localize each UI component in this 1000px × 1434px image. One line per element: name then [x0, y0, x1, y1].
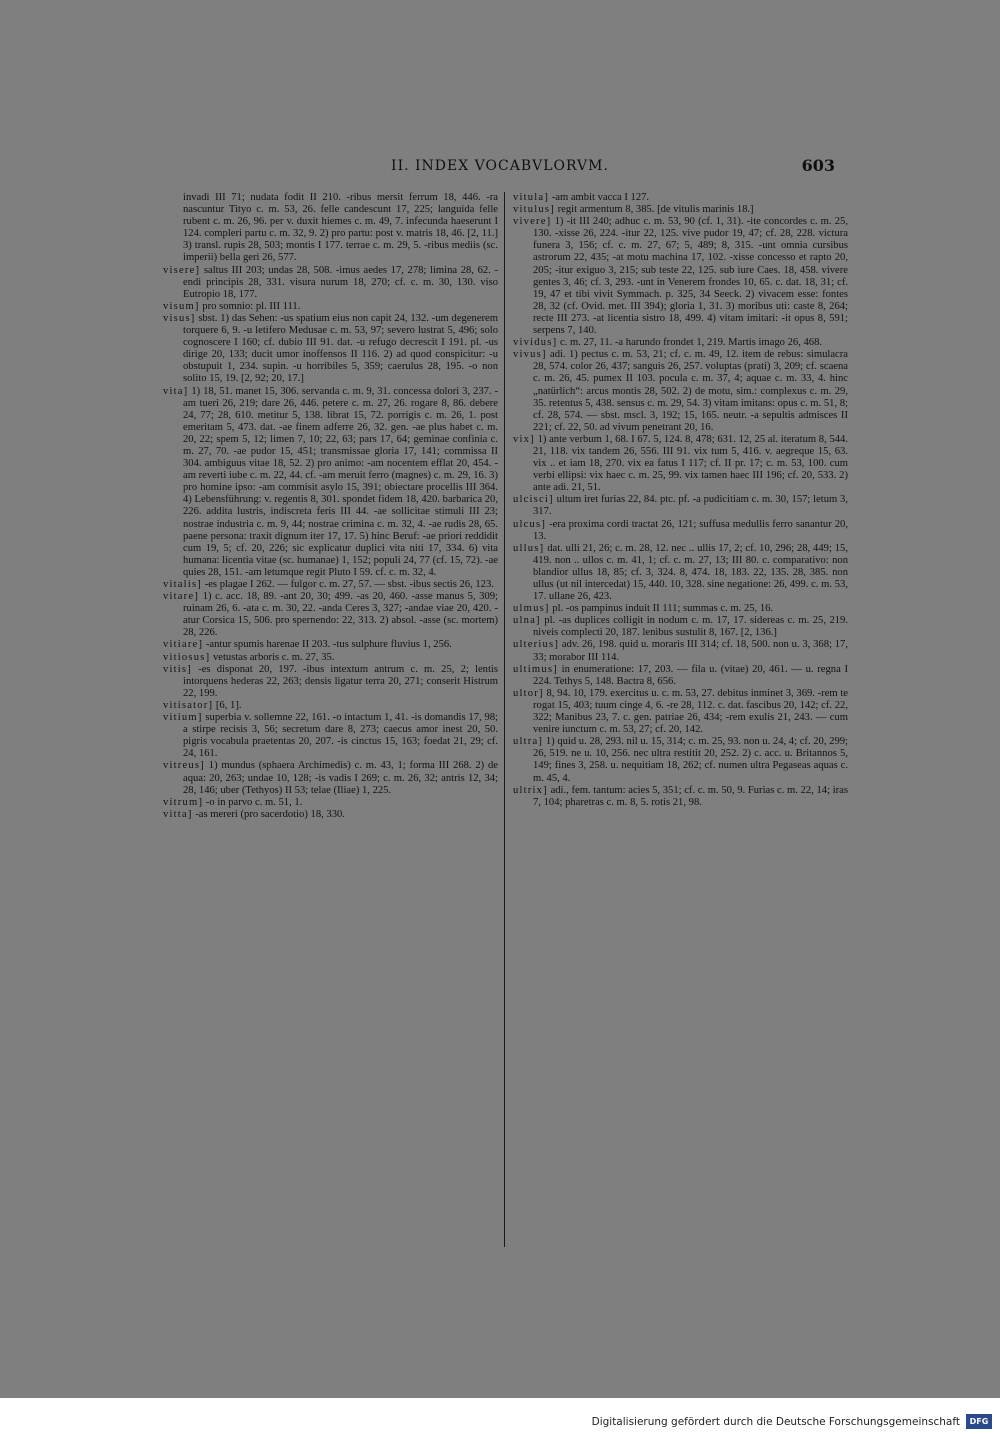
- entry-lemma: visum]: [163, 300, 200, 312]
- entry-lemma: vitulus]: [513, 204, 555, 216]
- entry-lemma: ulna]: [513, 615, 541, 627]
- entry-text: adi. 1) pectus c. m. 53, 21; cf. c. m. 49, 12. item de rebus: simulacra 28, 574. color 26, 437; sanguis 26, 257. voluptas (prati) 3, 209; cf. scaena c. m. 26, 45. pumex II 103. pocula c. m. 37, 4; aquae c. m. 33, 4. hinc „natürlich“: arcus montis 28, 502. 2) de motu, sim.: complexus c. m. 29, 35. retentus 5, 438. sensus c. m. 29, 54. 3) vitam imitans: opus c. m. 51, 8; cf. 28, 574. — sbst. mscl. 3, 192; 15, 165. neutr. -a sepultis admisces II 221; cf. 22, 50. ad vivum penetrant 20, 16.: [533, 349, 848, 433]
- entry-text: -es disponat 20, 197. -ibus intextum antrum c. m. 25, 2; lentis intorquens hederas 22, 263; densis ligatur terra 20, 271; conserit Histrum 22, 199.: [183, 663, 498, 699]
- entry-lemma: visere]: [163, 264, 201, 276]
- index-entry: [513, 192, 848, 204]
- index-entry: [513, 639, 848, 663]
- entry-lemma: vitiare]: [163, 639, 204, 651]
- entry-lemma: ulcus]: [513, 518, 547, 530]
- entry-lemma: vitula]: [513, 192, 550, 203]
- entry-text: vetustas arboris c. m. 27, 35.: [212, 651, 335, 663]
- entry-text: 1) quid u. 28, 293. nil u. 15, 314; c. m. 25, 93. non u. 24, 4; cf. 20, 299; 26, 519. ne u. 10, 256. nec ultra restitit 20, 252. 2) c. acc. u. Britannos 5, 149; fines 3, 258. u. nequitiam 18, 262; cf. numen ultra Pegaseas aquas c. m. 45, 4.: [533, 736, 848, 784]
- entry-text: 8, 94. 10, 179. exercitus u. c. m. 53, 27. debitus inminet 3, 369. -rem te rogat 15, 403; tuum cinge 4, 6. -re 28, 112. c. dat. fascibus 20, 142; cf. 22, 322; Manibus 23, 7. c. gen. patriae 26, 434; -rem exulis 21, 243. — cum venire iunctum c. m. 53, 27; cf. 20, 142.: [533, 687, 848, 736]
- entry-text: -era proxima cordi tractat 26, 121; suffusa medullis ferro sanantur 20, 13.: [533, 518, 848, 542]
- entry-lemma: ulcisci]: [513, 494, 554, 506]
- entry-text: pro somnio: pl. III 111.: [202, 300, 301, 312]
- index-entry: [163, 301, 498, 313]
- entry-text: 1) mundus (sphaera Archimedis) c. m. 43, 1; forma III 268. 2) de aqua: 20, 263; undae 10, 128; -is vadis I 269; c. m. 26, 32; antris 12, 34; 28, 146; uber (Tethyos) II 53; telae (Iliae) 1, 225.: [183, 760, 498, 796]
- entry-text: [6, 1].: [215, 699, 242, 711]
- entry-lemma: vitium]: [163, 712, 203, 724]
- index-entry: [513, 494, 848, 518]
- entry-lemma: vitalis]: [163, 579, 203, 590]
- index-entry: [513, 785, 848, 809]
- index-entry: [513, 664, 848, 688]
- index-entry: [163, 712, 498, 760]
- entry-lemma: vitisator]: [163, 699, 214, 711]
- entry-text: invadi III 71; nudata fodit II 210. -ribus mersit ferrum 18, 446. -ra nascuntur Tityo c. m. 53, 26. felle candescunt 17, 225; languida felle rubent c. m. 26, 96. per v. duxit hiemes c. m. 49, 7. infecunda haeserunt I 124. compleri partu c. m. 32, 9. 2) pro partu: post v. matris 18, 46. [2, 11.] 3) transl. rupis 28, 503; montis I 177. terrae c. m. 29, 5. -ribus mediis (sc. imperii) bella geri 26, 577.: [183, 192, 498, 264]
- entry-lemma: vividus]: [513, 337, 558, 349]
- index-entry: [163, 760, 498, 796]
- entry-text: adv. 26, 198. quid u. moraris III 314; cf. 18, 500. non u. 3, 368; 17, 33; morabor III 114.: [533, 639, 848, 663]
- entry-lemma: ultra]: [513, 736, 544, 748]
- entry-text: adi., fem. tantum: acies 5, 351; cf. c. m. 50, 9. Furias c. m. 22, 14; iras 7, 104; pharetras c. m. 8, 5. rotis 21, 98.: [533, 784, 848, 808]
- page-header: [165, 156, 835, 180]
- entry-lemma: vitrum]: [163, 796, 204, 808]
- entry-text: dat. ulli 21, 26; c. m. 28, 12. nec .. ullis 17, 2; cf. 10, 296; 28, 449; 15, 419. non .. ullos c. m. 41, 1; cf. c. m. 27, 13; III 80. c. comparativo: non blandior ullus 18, 85; cf. 3, 324. 8, 474. 18, 183. 22, 135. 28, 385. non ullus (ut nil intercedat) 15, 440. 10, 328. sine negatione: 26, 499. c. m. 53, 17. ullane 26, 423.: [533, 542, 848, 603]
- entry-lemma: vita]: [163, 385, 189, 397]
- entry-lemma: vitiosus]: [163, 651, 211, 663]
- entry-lemma: vitreus]: [163, 760, 205, 772]
- index-entry: [163, 265, 498, 301]
- entry-text: pl. -as duplices colligit in nodum c. m. 17, 17. sidereas c. m. 25, 219. niveis complecti 20, 187. lenibus sustulit 8, 167. [2, 136.]: [533, 615, 848, 639]
- index-entry: [163, 652, 498, 664]
- entry-lemma: ulmus]: [513, 603, 550, 615]
- entry-lemma: ullus]: [513, 542, 545, 554]
- entry-text: -as mereri (pro sacerdotio) 18, 330.: [195, 808, 345, 820]
- dfg-logo: DFG: [966, 1414, 992, 1429]
- index-entry: [163, 664, 498, 700]
- index-entry: [163, 579, 498, 591]
- index-entry: [513, 519, 848, 543]
- entry-lemma: ulterius]: [513, 639, 560, 651]
- entry-text: sbst. 1) das Sehen: -us spatium eius non capit 24, 132. -um degenerem torquere 6, 9. -u letifero Medusae c. m. 53, 97; severo lustrat 5, 496; solo cognoscere I 160; cf. dubio III 91. dat. -u refugo decrescit I 191. pl. -us dirige 20, 133; ducit umor inoffensos II 116. 2) ad quod conspicitur: -u obstupuit 1, 234. supin. -u horribiles 5, 359; caerulus 28, 195. -o non solito 15, 19. [2, 92; 20, 17.]: [183, 312, 498, 385]
- index-entry: [513, 204, 848, 216]
- entry-text: 1) c. acc. 18, 89. -ant 20, 30; 499. -as 20, 460. -asse manus 5, 309; ruinam 26, 6. -ata c. m. 30, 22. -anda Ceres 3, 327; -andae viae 20, 420. -atur Corsica 15, 506. pro spernendo: 22, 313. 2) absol. -asse (sc. mortem) 28, 226.: [183, 591, 498, 639]
- index-entry: [513, 688, 848, 736]
- entry-text: in enumeratione: 17, 203. — fila u. (vitae) 20, 461. — u. regna I 224. Tethys 5, 148. Bactra 8, 656.: [533, 663, 848, 687]
- footer: [0, 1398, 1000, 1434]
- index-entry: [513, 337, 848, 349]
- entry-text: pl. -os pampinus induit II 111; summas c. m. 25, 16.: [552, 603, 774, 615]
- entry-lemma: vitare]: [163, 591, 200, 603]
- entry-lemma: ultor]: [513, 687, 544, 699]
- entry-text: ultum iret furias 22, 84. ptc. pf. -a pudicitiam c. m. 30, 157; letum 3, 317.: [533, 494, 848, 518]
- entry-lemma: vix]: [513, 433, 535, 445]
- index-entry: [163, 313, 498, 386]
- page-number: 603: [801, 156, 835, 175]
- entry-lemma: vivere]: [513, 216, 552, 228]
- index-entry: [513, 543, 848, 603]
- index-entry: [513, 603, 848, 615]
- index-entry: [163, 809, 498, 821]
- entry-text: -am ambit vacca I 127.: [551, 192, 650, 203]
- index-entry: [163, 591, 498, 639]
- entry-text: superbia v. sollemne 22, 161. -o intactum 1, 41. -is domandis 17, 98; a stirpe recisis 3, 56; secretum dare 8, 273; caecus amor inest 20, 50. pigris vocabula praetentas 20, 207. -is cinctus 15, 163; foedat 21, 29; cf. 24, 161.: [183, 712, 498, 760]
- entry-text: -es plagae I 262. — fulgor c. m. 27, 57. — sbst. -ibus sectis 26, 123.: [204, 579, 494, 590]
- footer-credit: Digitalisierung gefördert durch die Deutsche Forschungsgemeinschaft: [591, 1416, 960, 1428]
- entry-text: -antur spumis harenae II 203. -tus sulphure fluvius 1, 256.: [205, 639, 452, 651]
- entry-text: -o in parvo c. m. 51, 1.: [205, 796, 303, 808]
- entry-text: c. m. 27, 11. -a harundo frondet 1, 219. Martis imago 26, 468.: [559, 337, 823, 349]
- entry-text: 1) ante verbum 1, 68. I 67. 5, 124. 8, 478; 631. 12, 25 al. iteratum 8, 544. 21, 118. vix tandem 26, 556. III 91. vix tum 5, 416. v. aegreque 15, 63. vix .. et iam 18, 270. vix ea fatus I 117; cf. II pr. 17; c. m. 53, 100. cum verbi ellipsi: vix haec c. m. 25, 99. vix tamen haec III 196; cf. 20, 533. 2) ante adi. 21, 51.: [533, 433, 848, 494]
- entry-lemma: ultimus]: [513, 663, 558, 675]
- entry-lemma: visus]: [163, 312, 196, 324]
- index-entry: [513, 736, 848, 784]
- entry-lemma: ultrix]: [513, 784, 548, 796]
- right-column: [513, 192, 848, 1252]
- column-divider: [504, 192, 505, 1247]
- index-entry: [163, 192, 498, 265]
- index-entry: [163, 639, 498, 651]
- entry-text: 1) 18, 51. manet 15, 306. servanda c. m. 9, 31. concessa dolori 3, 237. -am tueri 26, 219; dare 26, 446. petere c. m. 27, 26. rogare 8, 86. debere 24, 77; 28, 610. metitur 5, 138. librat 15, 72. porrigis c. m. 26, 1. post emeritam 5, 473. dat. -ae finem adferre 26, 32. gen. -ae plus habet c. m. 20, 22; spem 5, 12; limen 7, 10; 22, 63; pars 17, 64; geminae confinia c. m. 27, 70. -ae pudor 15, 451; transmissae gloria 17, 141; commissa II 304. ambiguus vitae 18, 52. 2) pro animo: -am nocentem efflat 20, 454. -am reverti iube c. m. 22, 44. cf. -am meruit ferro (magnes) c. m. 29, 16. 3) pro homine ipso: -am commisit asylo 15, 391; obiectare procellis III 364. 4) Lebensführung: v. regentis 8, 301. spondet fidem 18, 420. barbarica 20, 226. addita lustris, indiscreta feris III 44. -ae sollicitae stimuli III 23; nostrae industria c. m. 9, 44; nostrae crimina c. m. 32, 4. -ae rudis 28, 65. paene persona: traxit dignum iter 17, 17. 5) hinc Beruf: -ae priori reddidit cum 19, 5; cf. 20, 226; sic explicatur duplici vita niti 17, 334. 6) vita humana: licentia vitae (sc. humanae) 1, 152; populi 24, 77 (cf. 15, 72). -ae quies 28, 151. -am letumque regit Pluto I 59. cf. c. m. 32, 4.: [183, 385, 498, 578]
- entry-lemma: vivus]: [513, 349, 547, 361]
- entry-text: regit armentum 8, 385. [de vitulis marinis 18.]: [557, 204, 754, 216]
- entry-lemma: vitta]: [163, 808, 193, 820]
- index-entry: [513, 349, 848, 434]
- entry-text: 1) -it III 240; adhuc c. m. 53, 90 (cf. 1, 31). -ite concordes c. m. 25, 130. -xisse 26, 224. -itur 22, 125. vive pudor 19, 47; cf. 28, 228. victura funera 3, 156; cf. c. m. 27, 67; 5, 489; 8, 315. -unt omnia cursibus astrorum 22, 435; -at motu machina 17, 102. -xisse concesso et rapto 20, 205; -itur exiguo 3, 215; sub teste 22, 125. sub iure Caes. 18, 458. vivere gentes 3, 46; cf. 3, 293. -unt in Venerem frondes 10, 65. c. dat. 18, 31; cf. 19, 47 et tibi vivit Symmach. p. 325, 34 Seeck. 2) vivacem esse: fontes 28, 32 (cf. Ovid. met. III 394); gloria 1, 31. 3) moribus uti: caste 8, 264; recte III 273. -at licentia sistro 18, 499. 4) vitam imitari: -it opus 8, 591; serpens 7, 140.: [533, 216, 848, 337]
- index-entry: [163, 797, 498, 809]
- entry-lemma: vitis]: [163, 663, 192, 675]
- running-title: II. INDEX VOCABVLORVM.: [391, 158, 609, 174]
- index-entry: [163, 386, 498, 580]
- index-entry: [163, 700, 498, 712]
- index-entry: [513, 434, 848, 494]
- entry-text: saltus III 203; undas 28, 508. -imus aedes 17, 278; limina 28, 62. -endi principis 28, 331. visura nurum 18, 270; cf. c. m. 30, 130. viso Eutropio 18, 177.: [183, 264, 498, 300]
- index-entry: [513, 615, 848, 639]
- index-entry: [513, 216, 848, 337]
- left-column: [163, 192, 498, 1252]
